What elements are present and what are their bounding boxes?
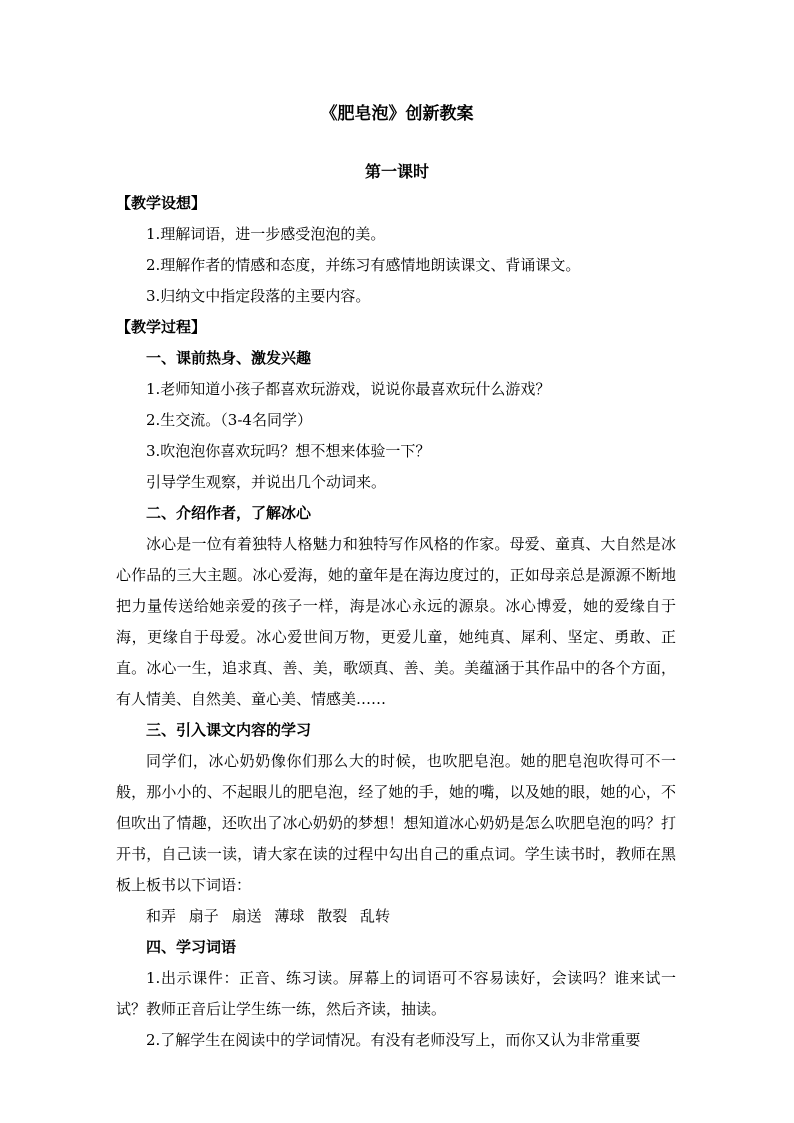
- part1-item: 2.生交流。（3-4名同学）: [146, 411, 312, 429]
- vocab-list: [116, 901, 676, 932]
- vocab-word: 和弄: [146, 907, 177, 925]
- document-title: 《肥皂泡》创新教案: [320, 104, 474, 124]
- design-item: 3.归纳文中指定段落的主要内容。: [146, 287, 371, 305]
- part2-paragraph: 冰心是一位有着独特人格魅力和独特写作风格的作家。母爱、童真、大自然是冰心作品的三大主题。冰心爱海，她的童年是在海边度过的，正如母亲总是源源不断地把力量传送给她亲爱的孩子一样，海是冰心永远的源泉。冰心博爱，她的爱缘自于海，更缘自于母爱。冰心爱世间万物，更爱儿童，她纯真、犀利、坚定、勇敢、正直。冰心一生，追求真、善、美，歌颂真、善、美。美蕴涵于其作品中的各个方面，有人情美、自然美、童心美、情感美……: [116, 535, 676, 708]
- part3-heading: 三、引入课文内容的学习: [146, 721, 312, 739]
- vocab-word: 扇送: [231, 907, 262, 925]
- vocab-word: 散裂: [317, 907, 348, 925]
- lesson-title: 第一课时: [364, 162, 429, 181]
- part1-item: 1.老师知道小孩子都喜欢玩游戏，说说你最喜欢玩什么游戏？: [146, 380, 551, 398]
- part1-heading: 一、课前热身、激发兴趣: [146, 349, 312, 367]
- design-item: 1.理解词语，进一步感受泡泡的美。: [146, 225, 386, 243]
- design-item: 2.理解作者的情感和态度，并练习有感情地朗读课文、背诵课文。: [146, 256, 581, 274]
- design-heading: 【教学设想】: [116, 194, 207, 212]
- vocab-word: 乱转: [359, 907, 390, 925]
- document-body: [116, 188, 676, 1056]
- part4-heading: 四、学习词语: [146, 938, 237, 956]
- part1-item: 3.吹泡泡你喜欢玩吗？想不想来体验一下？: [146, 442, 431, 460]
- process-heading: 【教学过程】: [116, 318, 207, 336]
- part3-paragraph: 同学们，冰心奶奶像你们那么大的时候，也吹肥皂泡。她的肥皂泡吹得可不一般，那小小的、不起眼儿的肥皂泡，经了她的手，她的嘴，以及她的眼，她的心，不但吹出了情趣，还吹出了冰心奶奶的梦想！想知道冰心奶奶是怎么吹肥皂泡的吗？打开书，自己读一读，请大家在读的过程中勾出自己的重点词。学生读书时，教师在黑板上板书以下词语：: [116, 752, 676, 894]
- part2-heading: 二、介绍作者，了解冰心: [146, 504, 312, 522]
- part1-item: 引导学生观察，并说出几个动词来。: [146, 473, 387, 491]
- vocab-word: 薄球: [274, 907, 305, 925]
- part4-item: 1.出示课件：正音、练习读。屏幕上的词语可不容易读好，会读吗？谁来试一试？教师正音后让学生练一练，然后齐读，抽读。: [116, 969, 676, 1018]
- part4-item: 2.了解学生在阅读中的学词情况。有没有老师没写上，而你又认为非常重要: [146, 1031, 641, 1049]
- vocab-word: 扇子: [188, 907, 219, 925]
